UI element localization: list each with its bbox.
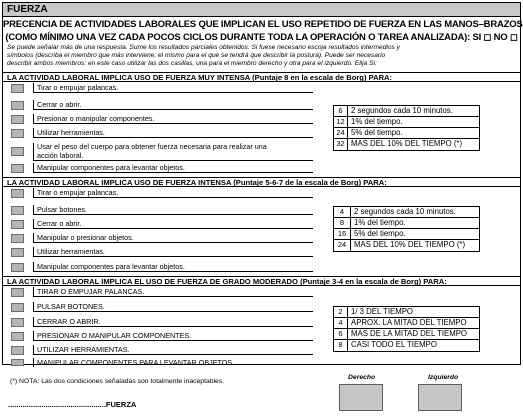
item-label: Manipular componentes para levantar objetos. [33,163,313,173]
footer-note: (*) NOTA: Las dos condiciones señaladas son totalmente inaceptables. [10,378,225,385]
list-item [3,128,313,138]
item-label: Pulsar botones. [33,205,313,215]
score-row [334,218,479,229]
item-label: Manipular o presionar objetos. [33,233,313,243]
checkbox[interactable] [11,318,24,327]
left-side-label: Izquierdo [428,374,459,381]
item-label: Presionar o manipular componentes. [33,114,313,124]
fuerza-signature-line: ...............................................FUERZA [8,400,137,409]
fuerza-form [2,2,521,365]
section-moderate-heading: LA ACTIVIDAD LABORAL IMPLICA EL USO DE FUERZA DE GRADO MODERADO (Puntaje 3-4 en la escala de Borg) PARA: [3,276,520,286]
checkbox[interactable] [11,332,24,341]
score-description: 5% del tiempo. [351,128,403,137]
item-label: Cerrar o abrir. [33,100,313,110]
score-value: 6 [334,329,348,339]
item-label: PULSAR BOTONES. [33,302,313,312]
item-label-line-2: acción laboral. [37,150,84,160]
list-item [3,358,313,366]
list-item [3,219,313,229]
score-description: 2 segundos cada 10 minutos. [354,207,456,216]
list-item [3,317,313,327]
checkbox[interactable] [11,84,24,93]
list-item [3,114,313,124]
score-description: MAS DE LA MITAD DEL TIEMPO [351,329,467,338]
checkbox[interactable] [11,234,24,243]
section-very-intense-heading: LA ACTIVIDAD LABORAL IMPLICA USO DE FUERZA MUY INTENSA (Puntaje 8 en la escala de Borg) PARA: [3,72,520,82]
list-item [3,247,313,257]
item-label: Tirar o empujar palancas. [33,83,313,93]
score-description: 1/ 3 DEL TIEMPO [351,307,413,316]
score-description: 1% del tiempo. [354,218,406,227]
item-label: MANIPULAR COMPONENTES PARA LEVANTAR OBJETOS. [33,358,313,367]
list-item [3,100,313,110]
list-item [3,345,313,355]
instruction-line-2: símbolos (describa el miembro que más interviene, el mismo para el que se tendrá que describir la postura). Puede ser necesario [7,52,386,59]
score-value: 2 [334,307,348,317]
item-label: Cerrar o abrir. [33,219,313,229]
score-row [334,340,479,351]
list-item [3,163,313,173]
score-value: 16 [334,229,351,239]
item-label: Utilizar herramientas. [33,128,313,138]
checkbox[interactable] [11,346,24,355]
score-row [334,139,479,150]
checkbox[interactable] [11,263,24,272]
score-value: 4 [334,318,348,328]
item-label: CERRAR O ABRIR. [33,317,313,327]
score-table-moderate [333,306,480,352]
score-description: CASI TODO EL TIEMPO [351,340,437,349]
score-value: 6 [334,106,348,116]
right-side-label: Derecho [348,374,376,381]
checkbox[interactable] [11,248,24,257]
score-value: 8 [334,218,351,228]
instruction-line-3: describir ambos miembros: en este caso utilizar las dos casillas, una para el miembro derecho y otra para el izquierdo. Elija Si: [7,60,377,67]
checkbox[interactable] [11,164,24,173]
list-item [3,331,313,341]
checkbox[interactable] [11,189,24,198]
list-item [3,143,313,161]
score-value: 8 [334,340,348,351]
checkbox[interactable] [11,206,24,215]
score-table-very-intense [333,105,480,151]
list-item [3,233,313,243]
instruction-line-1: Se puede señalar más de una respuesta. Sume los resultados parciales obtenidos. Si fuese necesario escoja resultados intermedios y [7,44,400,51]
score-description: MAS DEL 10% DEL TIEMPO (*) [351,139,463,148]
checkbox[interactable] [11,220,24,229]
score-row [334,240,479,251]
checkbox[interactable] [11,303,24,312]
score-description: 2 segundos cada 10 minutos. [351,106,453,115]
checkbox[interactable] [11,115,24,124]
list-item [3,302,313,312]
form-title: PRECENCIA DE ACTIVIDADES LABORALES QUE IMPLICAN EL USO REPETIDO DE FUERZA EN LAS MANOS–BRAZOS [3,19,523,30]
score-description: MAS DEL 10% DEL TIEMPO (*) [354,240,466,249]
score-value: 24 [334,128,348,138]
item-label: PRESIONAR O MANIPULAR COMPONENTES. [33,331,313,341]
score-description: APROX. LA MITAD DEL TIEMPO [351,318,467,327]
score-row [334,207,479,218]
checkbox[interactable] [11,288,24,297]
right-score-box[interactable] [339,384,383,411]
score-row [334,329,479,340]
list-item [3,205,313,215]
score-row [334,117,479,128]
form-subtitle: (COMO MÍNIMO UNA VEZ CADA POCOS CICLOS DURANTE TODA LA OPERACIÓN O TAREA ANALIZADA): SI ◻ NO ◻ [5,32,518,43]
score-value: 24 [334,240,351,251]
item-label: Manipular componentes para levantar objetos. [33,262,313,272]
left-score-box[interactable] [418,384,462,411]
score-description: 1% del tiempo. [351,117,403,126]
list-item [3,262,313,272]
form-header: FUERZA [3,3,520,17]
list-item [3,188,313,198]
item-label: TIRAR O EMPUJAR PALANCAS. [33,287,313,297]
score-row [334,106,479,117]
list-item [3,287,313,297]
score-table-intense [333,206,480,252]
score-row [334,318,479,329]
score-value: 12 [334,117,348,127]
checkbox[interactable] [11,129,24,138]
section-intense-heading: LA ACTIVIDAD LABORAL IMPLICA USO DE FUERZA INTENSA (Puntaje 5-6-7 de la escala de Borg) PARA: [3,177,520,187]
item-label [33,143,313,161]
score-description: 5% del tiempo. [354,229,406,238]
score-row [334,229,479,240]
item-label: Tirar o empujar palancas. [33,188,313,198]
score-value: 32 [334,139,348,150]
checkbox[interactable] [11,147,24,156]
score-row [334,128,479,139]
checkbox[interactable] [11,359,24,366]
item-label-line-1: Usar el peso del cuerpo para obtener fuerza necesaria para realizar una [37,142,267,151]
list-item [3,83,313,93]
score-value: 4 [334,207,351,217]
checkbox[interactable] [11,101,24,110]
item-label: Utilizar herramientas. [33,247,313,257]
score-row [334,307,479,318]
item-label: UTILIZAR HERRAMIENTAS. [33,345,313,355]
